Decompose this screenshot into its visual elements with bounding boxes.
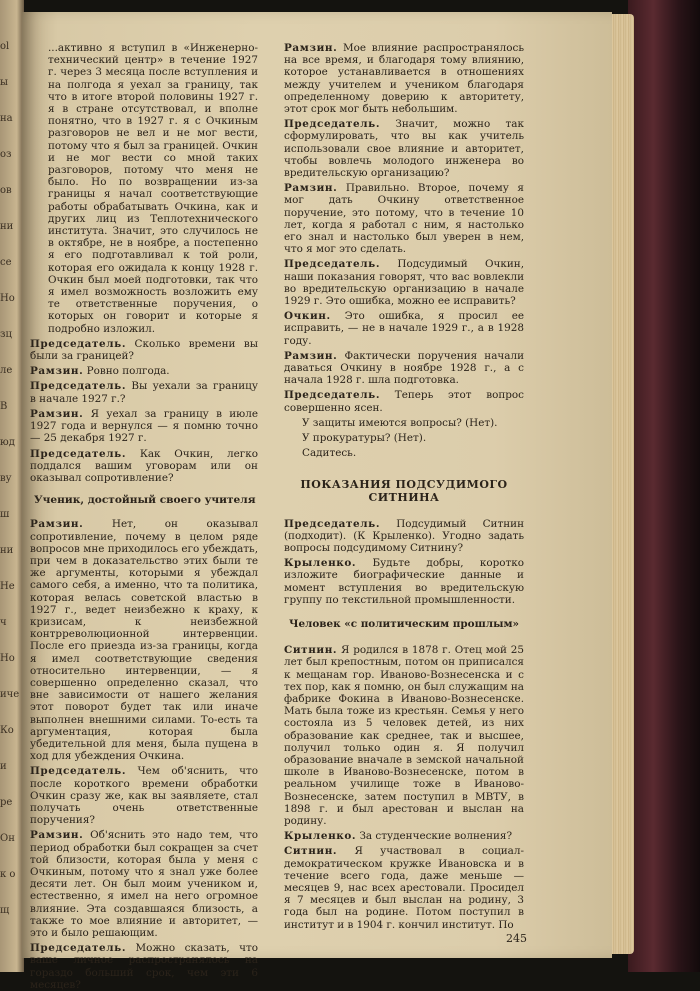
transcript-paragraph [284,557,524,606]
facing-page-fragment: на [0,113,13,124]
speech-text: Я родился в 1878 г. Отец мой 25 лет был крепостным, потом он приписался к мещанам гор. Иваново-Вознесенска и с тех пор, как я помню, он был служащим на фабрике Фокина в Иваново-Вознесенске. Мать была тоже из крестьян. Семья у него состояла из 5 человек детей, из них образование как среднее, так и высшее, получил только один я. Я получил образование вначале в земской начальной школе в Иваново-Вознесенске, потом в реальном училище тоже в Иваново-Вознесенске, затем поступил в МВТУ, в 1898 г. и был арестован и выслан на родину. [284,644,524,827]
speaker-name: Председатель. [284,517,381,530]
speech-text: У прокуратуры? (Нет). [302,432,427,445]
transcript-paragraph [284,389,524,413]
speech-text: Теперь этот вопрос совершенно ясен. [284,389,524,414]
transcript-paragraph [284,417,524,429]
speech-text: Ровно полгода. [86,365,170,378]
transcript-paragraph [284,350,524,387]
speech-text: ...активно я вступил в «Инженерно-технический центр» в течение 1927 г. через 3 месяца после вступления и на полгода я уехал за границу, так что в итоге второй половины 1927 г. я в стране отсутствовал, и вполне понятно, что в 1927 г. я с Очкиным разговоров не вел и не мог вести, потому что я был за границей. Очкин и не мог вести со мной таких разговоров, потому что меня не было. Но по возвращении из-за границы я начал соответствующие работы обрабатывать Очкина, как и других лиц из Теплотехнического института. Значит, это случилось не в октябре, не в ноябре, а постепенно я его подготавливал к той роли, которая его ожидала к концу 1928 г. Очкин был моей подготовки, так что я имел возможность возложить ему те ответственные поручения, о которых он говорит и которые я подробно изложил. [48,42,258,335]
speech-text: Об'яснить это надо тем, что период обработки был сокращен за счет той близости, которая была у меня с Очкиным, потому что я знал уже более десяти лет. Он был моим учеником и, естественно, я имел на него огромное влияние. Эта создавшаяся близость, а также то мое влияние и авторитет, — это и было решающим. [30,829,258,940]
facing-page-fragment: ре [0,797,13,808]
transcript-paragraph [284,830,524,842]
speaker-name: Рамзин. [284,42,338,54]
transcript-paragraph [30,448,258,485]
speech-text: Я уехал за границу в июле 1927 года и вернулся — я помню точно — 25 декабря 1927 г. [30,407,258,445]
facing-page-fragment: щ [0,905,10,916]
facing-page-fragment: Не [0,581,15,592]
transcript-paragraph [30,338,258,362]
facing-page-fragment: ы [0,77,8,88]
speech-text: Это ошибка, я просил ее исправить, — не в начале 1929 г., а в 1928 году. [284,310,524,347]
transcript-paragraph [30,518,258,762]
facing-page-fragment: ч [0,617,7,628]
speech-text: Нет, он оказывал сопротивление, почему в целом ряде вопросов мне приходилось его убеждать, при чем в доказательство этих были те же аргументы, которыми я убеждал самого себя, а именно, что та политика, которая велась советской властью в 1927 г., ведет неизбежно к краху, к кризисам, к неизбежной контрреволюционной интервенции. После его приезда из-за границы, когда я имел соответствующие сведения относительно интервенции, — я совершенно определенно сказал, что вне зависимости от нашего желания этот поворот будет так или иначе выполнен внешними силами. То-есть та аргументация, которая была убедительной для меня, была пущена в ход для убеждения Очкина. [30,518,258,763]
speaker-name: Рамзин. [30,407,84,420]
speaker-name: Председатель. [284,118,381,131]
transcript-paragraph [284,118,524,179]
transcript-paragraph [284,644,524,827]
facing-page-fragment: зц [0,329,12,340]
speech-text: Мое влияние распространялось на все время, и благодаря тому влиянию, которое устанавливается в отношениях между учителем и учеником благодаря определенному доверию к авторитету, этот срок мог быть небольшим. [284,42,524,116]
transcript-paragraph [284,182,524,255]
facing-page-fragment: Но [0,293,15,304]
facing-page-fragment: ol [0,41,10,52]
speech-text: Подсудимый Ситнин (подходит). (К Крыленко). Угодно задать вопросы подсудимому Ситнину? [284,517,524,554]
section-subheading: Человек «с политическим прошлым» [288,617,520,630]
transcript-paragraph [284,310,524,347]
facing-page-fragment: иче [0,689,20,700]
speaker-name: Рамзин. [30,518,84,531]
facing-page-fragment: В [0,401,8,412]
speaker-name: Рамзин. [284,349,338,362]
facing-page-fragment: ни [0,221,14,232]
facing-page-fragment: оз [0,149,12,160]
transcript-paragraph [284,432,524,444]
transcript-paragraph [30,380,258,404]
speaker-name: Ситнин. [284,845,338,858]
speech-text: У защиты имеются вопросы? (Нет). [302,416,498,429]
facing-page-fragment: ву [0,473,12,484]
facing-page-fragment: ов [0,185,12,196]
speaker-name: Председатель. [30,765,127,778]
speaker-name: Председатель. [30,447,127,460]
transcript-paragraph [284,518,524,555]
facing-page-fragment: Но [0,653,15,664]
speech-text: За студенческие волнения? [359,830,513,843]
facing-page-edge [0,0,24,972]
speaker-name: Очкин. [284,310,331,323]
facing-page-fragment: се [0,257,12,268]
facing-page-fragment: ле [0,365,13,376]
speech-text: Вы уехали за границу в начале 1927 г.? [30,380,258,405]
left-column [30,42,258,991]
speaker-name: Рамзин. [30,365,84,378]
transcript-paragraph [30,42,258,335]
right-column [284,42,524,931]
transcript-paragraph [30,829,258,939]
speaker-name: Председатель. [30,942,127,955]
speech-text: Фактически поручения начали даваться Очкину в ноябре 1928 г., а с начала 1928 г. шла подготовка. [284,349,524,387]
speech-text: Будьте добры, коротко изложите биографические данные и момент вступления во вредительскую группу по текстильной промышленности. [284,557,524,606]
facing-page-fragment: ш [0,509,10,520]
speaker-name: Председатель. [284,258,381,271]
transcript-paragraph [284,845,524,930]
speaker-name: Председатель. [30,337,127,350]
speech-text: Я участвовал в социал-демократическом кружке Ивановска и в течение всего года, даже меньше — месяцев 9, нас всех арестовали. Просидел я 7 месяцев и был выслан на родину, 3 года был на родине. Потом поступил в институт и в 1904 г. кончил институт. По [284,845,524,931]
speech-text: Значит, можно так сформулировать, что вы как учитель использовали свое влияние и авторитет, чтобы вовлечь молодого инженера во вредительскую организацию? [284,118,524,180]
speaker-name: Крыленко. [284,557,357,570]
facing-page-fragment: и [0,761,7,772]
speech-text: Садитесь. [302,447,357,460]
speech-text: Можно сказать, что ваше личное распространялось на гораздо больший срок, чем эти 6 месяцев? [30,942,258,991]
speech-text: Сколько времени вы были за границей? [30,337,258,363]
speaker-name: Ситнин. [284,644,338,657]
facing-page-fragment: Ко [0,725,14,736]
facing-page-fragment: к о [0,869,16,880]
transcript-paragraph [30,365,258,377]
transcript-paragraph [284,42,524,115]
speaker-name: Крыленко. [284,830,357,843]
speech-text: Как Очкин, легко поддался вашим уговорам или он оказывал сопротивление? [30,447,258,484]
facing-page-fragment: ни [0,545,14,556]
transcript-paragraph [284,447,524,459]
speaker-name: Рамзин. [30,829,84,842]
facing-page-fragment: юд [0,437,15,448]
book-binding [628,0,700,972]
speaker-name: Председатель. [30,380,127,393]
section-heading: ПОКАЗАНИЯ ПОДСУДИМОГО СИТНИНА [300,477,508,504]
speaker-name: Председатель. [284,389,381,402]
transcript-paragraph [30,942,258,991]
transcript-paragraph [30,408,258,445]
facing-page-fragment: Он [0,833,15,844]
speech-text: Чем об'яснить, что после короткого времени обработки Очкин сразу же, как вы заявляете, стал получать очень ответственные поручения? [30,765,258,827]
transcript-paragraph [30,765,258,826]
page-number: 245 [506,932,527,945]
speaker-name: Рамзин. [284,182,338,195]
section-subheading: Ученик, достойный своего учителя [34,494,256,507]
speech-text: Правильно. Второе, почему я мог дать Очкину ответственное поручение, это потому, что в течение 10 лет, когда я работал с ним, я настолько его знал и настолько был уверен в нем, что я мог это сделать. [284,182,524,256]
book-page [22,12,612,991]
transcript-paragraph [284,258,524,307]
speech-text: Подсудимый Очкин, наши показания говорят, что вас вовлекли во вредительскую организацию в начале 1929 г. Это ошибка, можно ее исправить? [284,258,524,308]
